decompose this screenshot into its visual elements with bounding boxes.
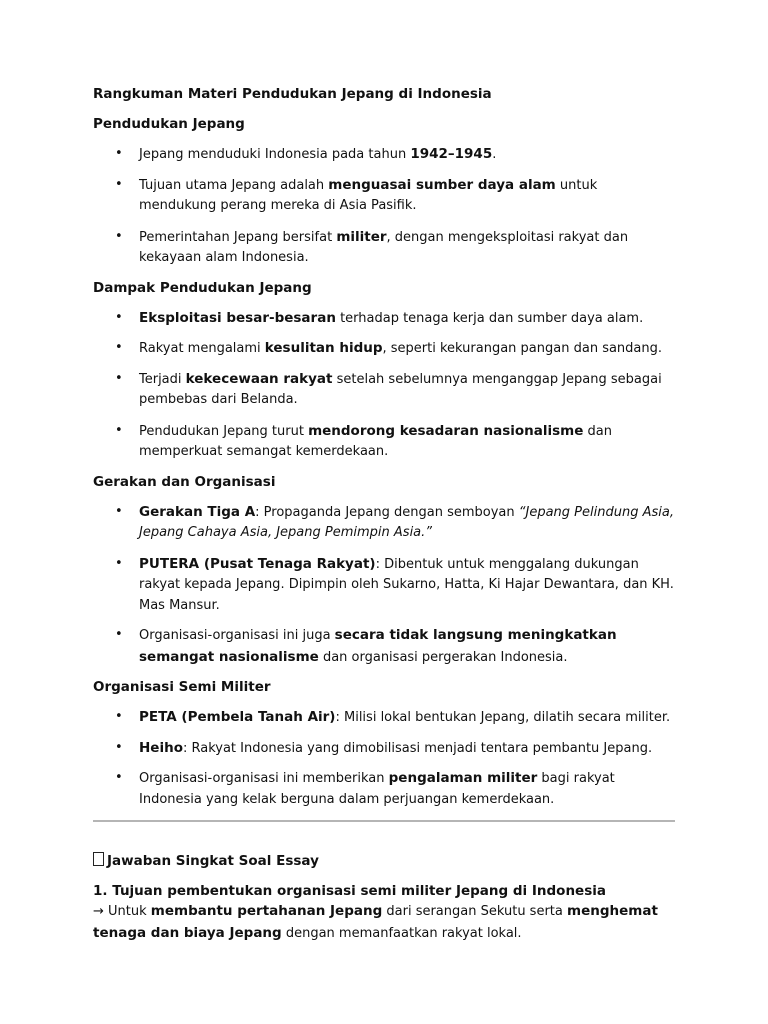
list-item: • Organisasi-organisasi ini memberikan pengalaman militer bagi rakyat Indonesia yang kelak berguna dalam perjuangan kemerdekaan. (93, 768, 675, 810)
section-heading-semi-militer: Organisasi Semi Militer (93, 679, 271, 695)
list-gerakan (93, 502, 675, 669)
list-item: • Gerakan Tiga A: Propaganda Jepang dengan semboyan “Jepang Pelindung Asia, Jepang Cahaya Asia, Jepang Pemimpin Asia.” (93, 502, 675, 544)
essay-question-1: 1. Tujuan pembentukan organisasi semi militer Jepang di Indonesia (93, 883, 606, 899)
document-body (93, 84, 675, 944)
section-heading-gerakan: Gerakan dan Organisasi (93, 473, 276, 490)
list-item: • PETA (Pembela Tanah Air): Milisi lokal bentukan Jepang, dilatih secara militer. (93, 707, 675, 729)
list-item: • Pemerintahan Jepang bersifat militer, dengan mengeksploitasi rakyat dan kekayaan alam Indonesia. (93, 227, 675, 269)
list-semi-militer (93, 707, 675, 810)
list-item: • Tujuan utama Jepang adalah menguasai sumber daya alam untuk mendukung perang mereka di Asia Pasifik. (93, 175, 675, 217)
section-heading-dampak: Dampak Pendudukan Jepang (93, 279, 312, 296)
list-item: • Eksploitasi besar-besaran terhadap tenaga kerja dan sumber daya alam. (93, 308, 675, 330)
list-dampak (93, 308, 675, 463)
list-pendudukan (93, 144, 675, 269)
list-item: • Terjadi kekecewaan rakyat setelah sebelumnya menganggap Jepang sebagai pembebas dari Belanda. (93, 369, 675, 411)
list-item: • Organisasi-organisasi ini juga secara tidak langsung meningkatkan semangat nasionalisme dan organisasi pergerakan Indonesia. (93, 625, 675, 668)
list-item: • PUTERA (Pusat Tenaga Rakyat): Dibentuk untuk menggalang dukungan rakyat kepada Jepang. Dipimpin oleh Sukarno, Hatta, Ki Hajar Dewantara, dan KH. Mas Mansur. (93, 554, 675, 617)
essay-heading: Jawaban Singkat Soal Essay (93, 851, 675, 871)
list-item: • Jepang menduduki Indonesia pada tahun 1942–1945. (93, 144, 675, 166)
missing-glyph-icon (93, 852, 104, 866)
list-item: • Rakyat mengalami kesulitan hidup, seperti kekurangan pangan dan sandang. (93, 338, 675, 360)
list-item: • Heiho: Rakyat Indonesia yang dimobilisasi menjadi tentara pembantu Jepang. (93, 738, 675, 760)
section-heading-pendudukan: Pendudukan Jepang (93, 116, 245, 132)
essay-answer-1: → Untuk membantu pertahanan Jepang dari serangan Sekutu serta menghemat tenaga dan biaya Jepang dengan memanfaatkan rakyat lokal. (93, 903, 658, 941)
list-item: • Pendudukan Jepang turut mendorong kesadaran nasionalisme dan memperkuat semangat kemerdekaan. (93, 421, 675, 463)
document-title: Rangkuman Materi Pendudukan Jepang di Indonesia (93, 86, 492, 102)
